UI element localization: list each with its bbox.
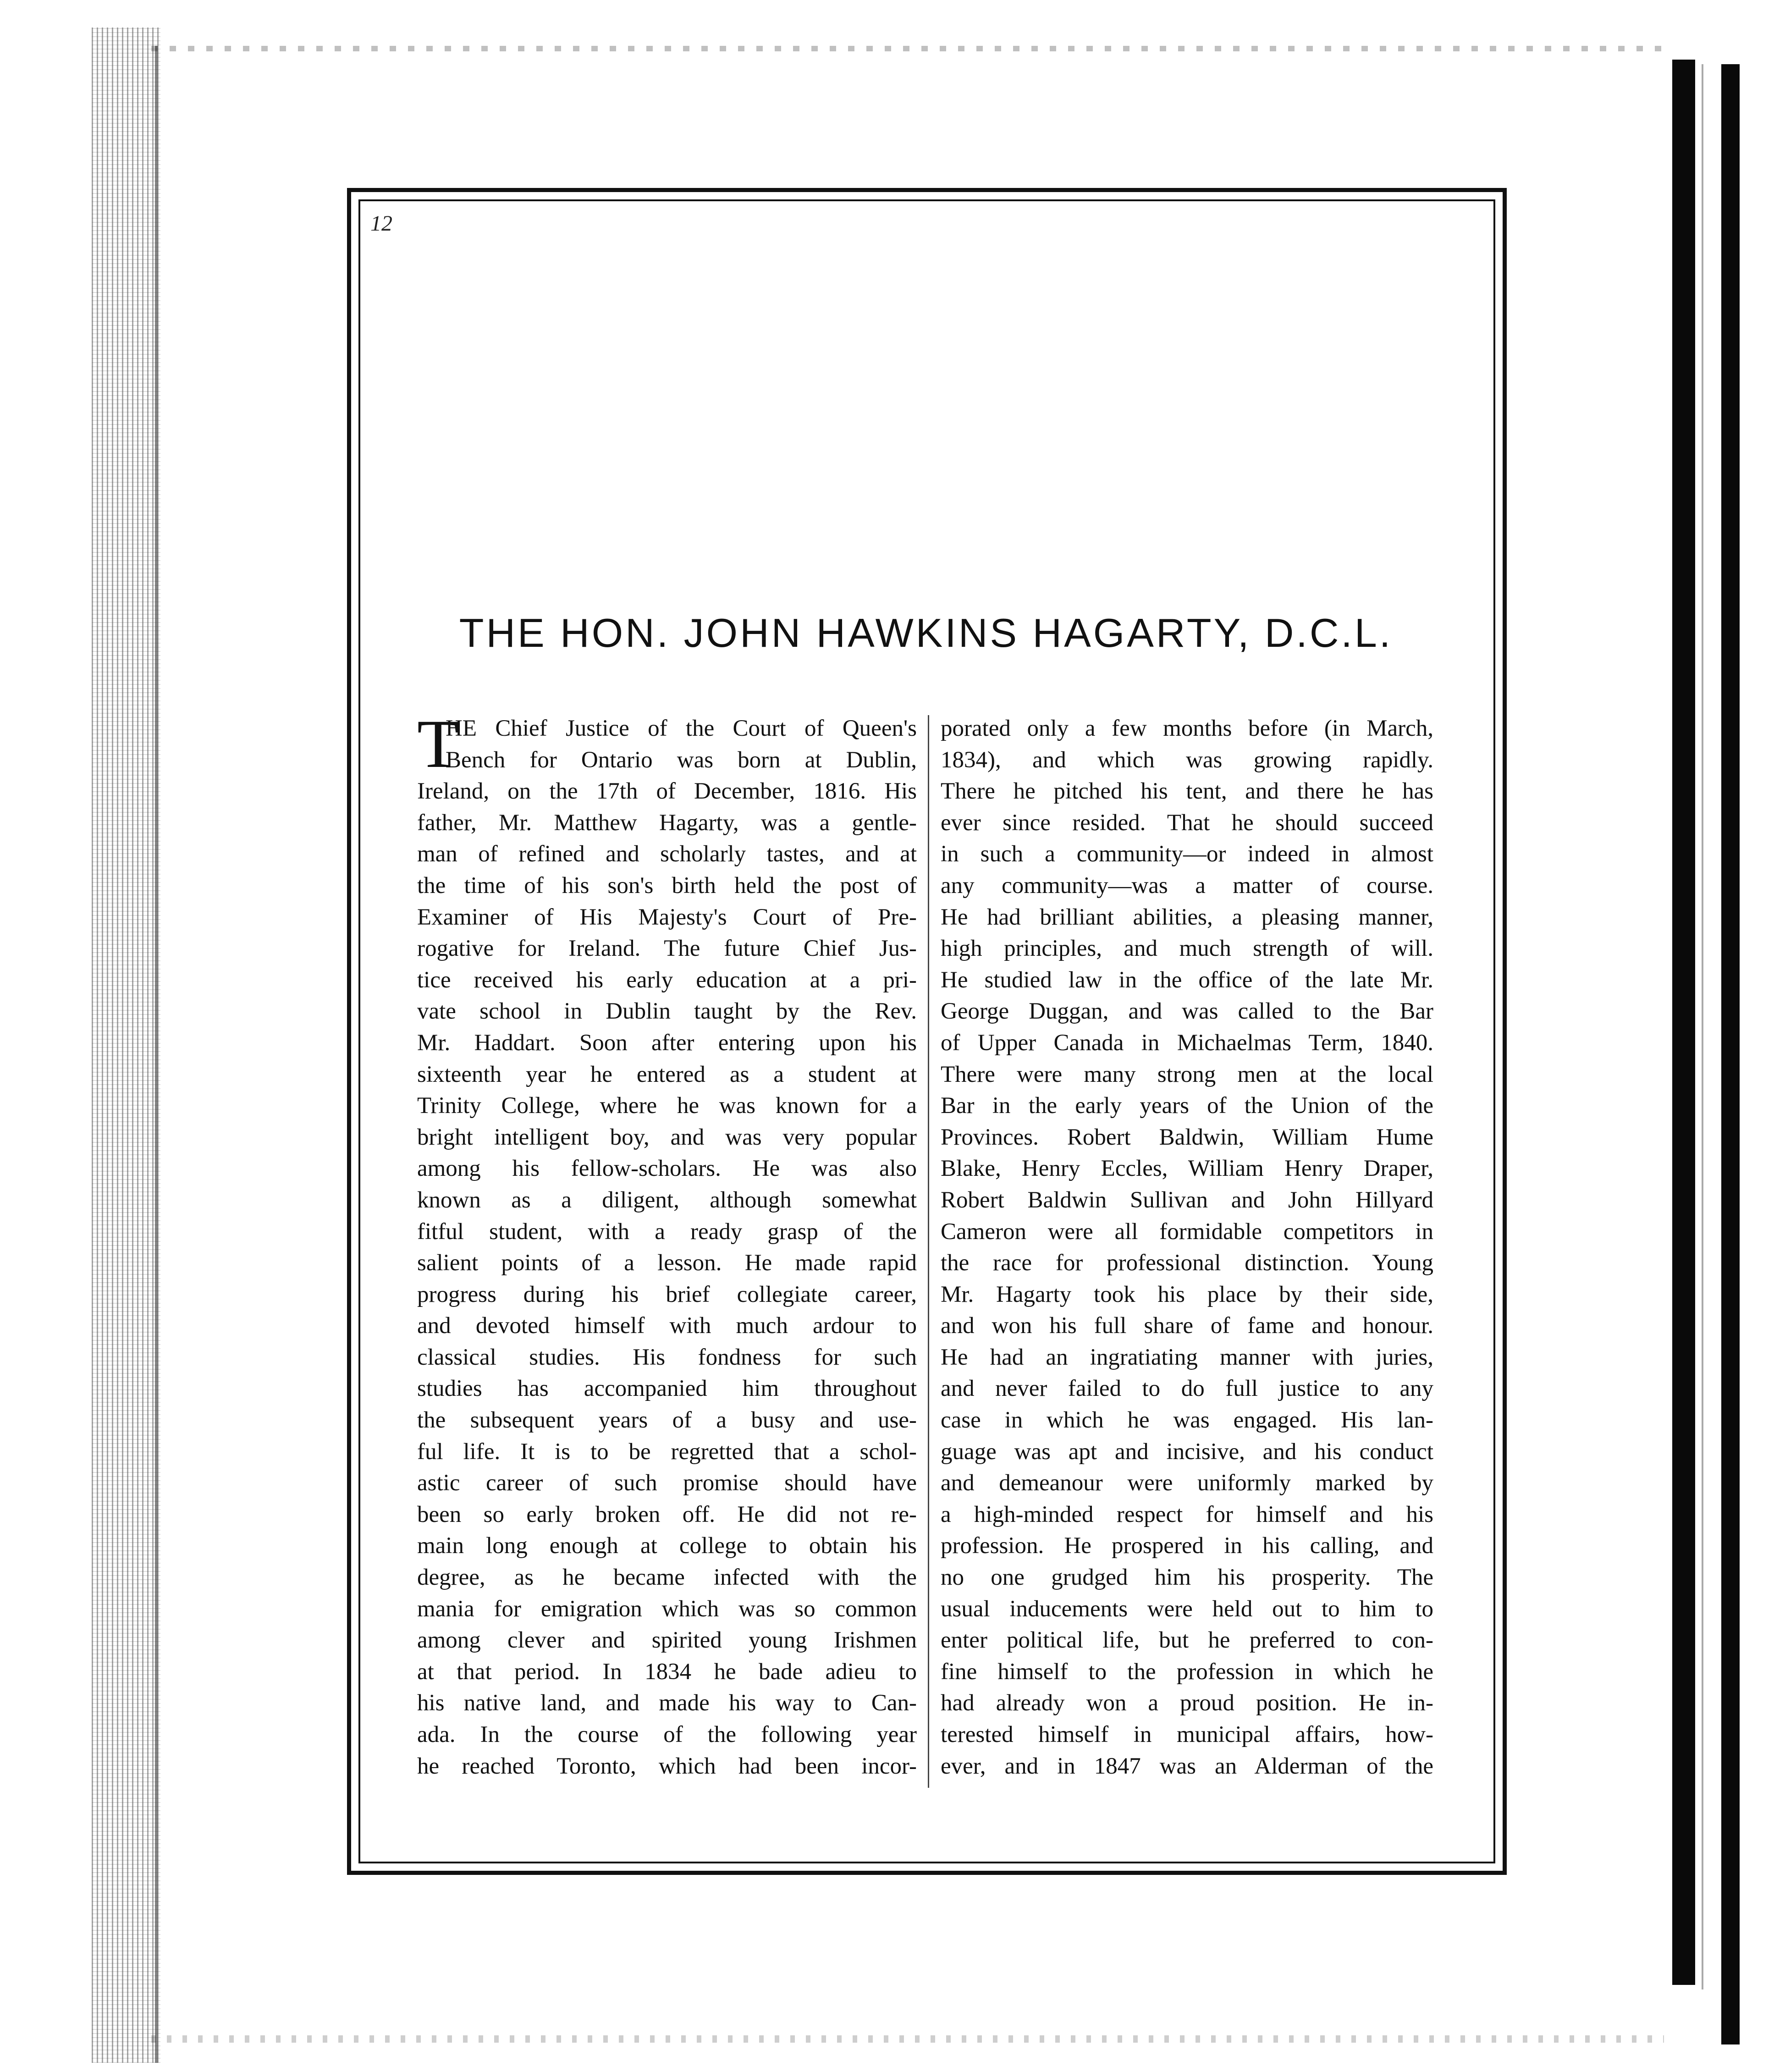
left_column-line: been so early broken off. He did not re- — [417, 1501, 917, 1527]
drop-cap: T — [417, 706, 459, 782]
scan-binding-edge — [92, 28, 160, 2063]
scan-right-bar-outer — [1721, 64, 1740, 2044]
right_column-line: case in which he was engaged. His lan- — [941, 1407, 1433, 1433]
scan-right-gap — [1702, 64, 1703, 1989]
right_column-line: 1834), and which was growing rapidly. — [941, 747, 1433, 773]
right_column-line: George Duggan, and was called to the Bar — [941, 998, 1433, 1025]
left_column-line: vate school in Dublin taught by the Rev. — [417, 998, 917, 1025]
right_column-line: There he pitched his tent, and there he has — [941, 778, 1433, 805]
left_column-line: among his fellow-scholars. He was also — [417, 1156, 917, 1182]
left_column-line: known as a diligent, although somewhat — [417, 1187, 917, 1213]
left_column-line: his native land, and made his way to Can- — [417, 1690, 917, 1716]
left_column-line: tice received his early education at a pri- — [417, 967, 917, 993]
right_column-line: high principles, and much strength of will. — [941, 936, 1433, 962]
right_column-line: He had brilliant abilities, a pleasing manner, — [941, 904, 1433, 930]
left_column-line: Trinity College, where he was known for a — [417, 1093, 917, 1119]
left_column-line: father, Mr. Matthew Hagarty, was a gentle- — [417, 810, 917, 836]
right_column-line: There were many strong men at the local — [941, 1061, 1433, 1087]
right_column-line: terested himself in municipal affairs, how- — [941, 1722, 1433, 1747]
right_column-line: fine himself to the profession in which he — [941, 1659, 1433, 1685]
right_column-line: of Upper Canada in Michaelmas Term, 1840. — [941, 1030, 1433, 1056]
right_column-line: Blake, Henry Eccles, William Henry Draper, — [941, 1156, 1433, 1182]
right_column-line: a high-minded respect for himself and his — [941, 1501, 1433, 1527]
right_column-line: the race for professional distinction. Young — [941, 1250, 1433, 1276]
right_column-line: He had an ingratiating manner with juries, — [941, 1344, 1433, 1370]
article-column-right — [941, 713, 1433, 1782]
right_column-line: had already won a proud position. He in- — [941, 1690, 1433, 1716]
right_column-line: profession. He prospered in his calling, and — [941, 1533, 1433, 1559]
left_column-line: the subsequent years of a busy and use- — [417, 1407, 917, 1433]
right_column-line: ever since resided. That he should succeed — [941, 810, 1433, 836]
page-number: 12 — [370, 211, 392, 236]
right_column-line: and never failed to do full justice to any — [941, 1376, 1433, 1402]
left_column-line: the time of his son's birth held the post of — [417, 872, 917, 898]
right_column-line: no one grudged him his prosperity. The — [941, 1565, 1433, 1591]
right_column-line: Bar in the early years of the Union of the — [941, 1093, 1433, 1119]
right_column-line: and demeanour were uniformly marked by — [941, 1470, 1433, 1496]
right_column-line: Provinces. Robert Baldwin, William Hume — [941, 1124, 1433, 1150]
right_column-line: Cameron were all formidable competitors in — [941, 1218, 1433, 1245]
right_column-line: Mr. Hagarty took his place by their side, — [941, 1281, 1433, 1307]
left_column-line: Bench for Ontario was born at Dublin, — [446, 747, 917, 773]
left_column-line: progress during his brief collegiate career, — [417, 1281, 917, 1307]
left_column-line: man of refined and scholarly tastes, and at — [417, 841, 917, 867]
left_column-line: degree, as he became infected with the — [417, 1565, 917, 1591]
left_column-line: bright intelligent boy, and was very popular — [417, 1124, 917, 1150]
left_column-line: Ireland, on the 17th of December, 1816. His — [417, 778, 917, 805]
left_column-line: studies has accompanied him throughout — [417, 1376, 917, 1402]
left_column-line: main long enough at college to obtain his — [417, 1533, 917, 1559]
left_column-line: among clever and spirited young Irishmen — [417, 1627, 917, 1653]
column-rule — [928, 715, 929, 1788]
right_column-line: and won his full share of fame and honour. — [941, 1313, 1433, 1339]
right_column-line: guage was apt and incisive, and his conduct — [941, 1438, 1433, 1465]
scan-bottom-streak — [151, 2035, 1664, 2043]
left_column-line: astic career of such promise should have — [417, 1470, 917, 1496]
left_column-line: classical studies. His fondness for such — [417, 1344, 917, 1370]
right_column-line: enter political life, but he preferred to con- — [941, 1627, 1433, 1653]
right_column-line: Robert Baldwin Sullivan and John Hillyard — [941, 1187, 1433, 1213]
left_column-line: fitful student, with a ready grasp of the — [417, 1218, 917, 1245]
left_column-line: at that period. In 1834 he bade adieu to — [417, 1659, 917, 1685]
left_column-line: HE Chief Justice of the Court of Queen's — [446, 716, 917, 741]
left_column-line: Examiner of His Majesty's Court of Pre- — [417, 904, 917, 930]
scan-binding-line — [155, 46, 158, 2063]
right_column-line: usual inducements were held out to him to — [941, 1596, 1433, 1622]
scan-top-streak — [151, 46, 1664, 51]
right_column-line: in such a community—or indeed in almost — [941, 841, 1433, 867]
right_column-line: any community—was a matter of course. — [941, 872, 1433, 898]
left_column-line: ful life. It is to be regretted that a schol- — [417, 1438, 917, 1465]
left_column-line: Mr. Haddart. Soon after entering upon his — [417, 1030, 917, 1056]
left_column-line: and devoted himself with much ardour to — [417, 1313, 917, 1339]
left_column-line: sixteenth year he entered as a student at — [417, 1061, 917, 1087]
right_column-line: He studied law in the office of the late Mr. — [941, 967, 1433, 993]
article-column-left — [417, 706, 917, 1782]
left_column-line: salient points of a lesson. He made rapid — [417, 1250, 917, 1276]
right_column-line: porated only a few months before (in March, — [941, 716, 1433, 741]
right_column-line: ever, and in 1847 was an Alderman of the — [941, 1753, 1433, 1779]
left_column-line: ada. In the course of the following year — [417, 1722, 917, 1747]
scan-right-bar — [1672, 60, 1695, 1985]
left_column-line: mania for emigration which was so common — [417, 1596, 917, 1622]
left_column-line: rogative for Ireland. The future Chief Jus- — [417, 936, 917, 962]
left_column-line: he reached Toronto, which had been incor- — [417, 1753, 917, 1779]
page-title: THE HON. JOHN HAWKINS HAGARTY, D.C.L. — [459, 610, 1393, 656]
